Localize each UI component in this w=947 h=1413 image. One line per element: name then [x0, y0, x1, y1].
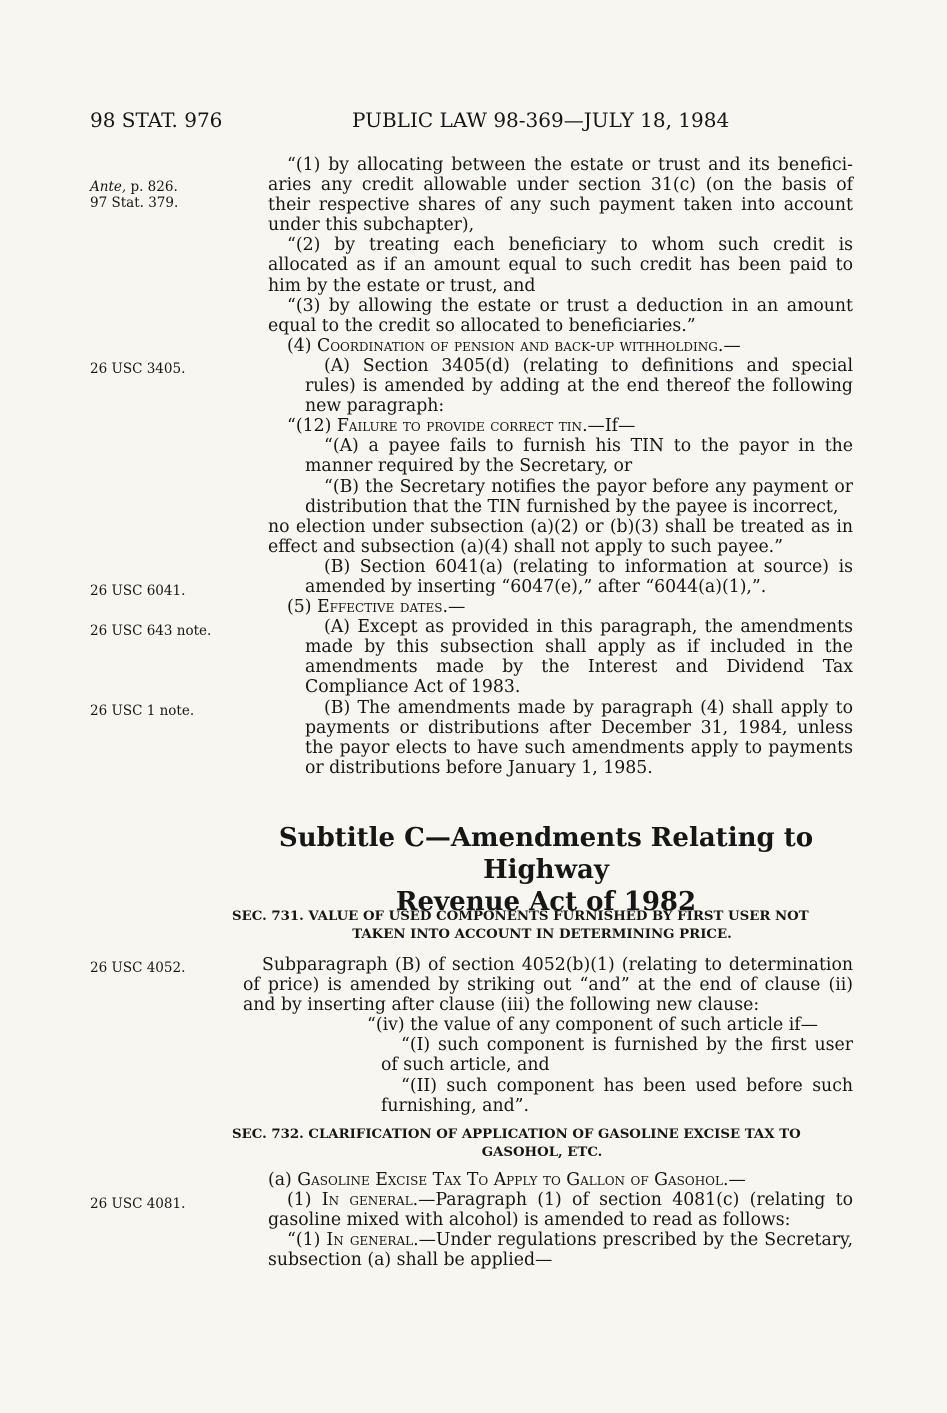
paragraph-12-heading: [268, 416, 853, 436]
body-upper: [268, 155, 853, 778]
paragraph-4-number: (4): [287, 335, 317, 356]
paragraph-12-tail: .—If—: [582, 416, 636, 437]
subsection-a-caption: Gasoline Excise Tax To Apply to Gallon of Gasohol: [297, 1170, 723, 1190]
running-header: PUBLIC LAW 98-369—JULY 18, 1984: [352, 108, 730, 132]
quoted-paragraph-1-caption: In general: [326, 1230, 414, 1251]
subtitle-heading: [236, 822, 856, 918]
paragraph-12-closing: no election under subsection (a)(2) or (b)(3) shall be treated as in effect and subsection (a)(4) shall not apply to such payee.”: [268, 516, 853, 557]
margin-note-usc-3405: 26 USC 3405.: [90, 361, 186, 377]
subclause-I: “(I) such component is furnished by the first user of such article, and: [381, 1035, 853, 1076]
paragraph-5-number: (5): [287, 597, 317, 618]
quoted-paragraph-1: [268, 1230, 853, 1270]
section-731-heading-line-2: TAKEN INTO ACCOUNT IN DETERMINING PRICE.: [352, 927, 732, 942]
paragraph-732-1: [268, 1190, 853, 1230]
section-732-body: [268, 1170, 853, 1270]
margin-note-usc-4052: 26 USC 4052.: [90, 960, 186, 976]
paragraph-4b: (B) Section 6041(a) (relating to information at source) is amended by inserting “6047(e),” after “6044(a)(1),”.: [305, 556, 853, 597]
paragraph-2: “(2) by treating each beneficiary to whom such credit is allocated as if an amount equal to such credit has been paid to him by the estate or trust, and: [268, 235, 853, 296]
paragraph-12a: “(A) a payee fails to furnish his TIN to the payor in the manner required by the Secretary, or: [305, 436, 853, 477]
paragraph-4a: (A) Section 3405(d) (relating to definitions and special rules) is amended by adding at the end thereof the following new paragraph:: [305, 355, 853, 417]
section-731-paragraph: Subparagraph (B) of section 4052(b)(1) (relating to determination of price) is amended by striking out “and” at the end of clause (ii) and by inserting after clause (iii) the following new clause:: [243, 955, 853, 1016]
quoted-paragraph-1-number: “(1): [287, 1230, 327, 1251]
paragraph-12-caption: Failure to provide correct tin: [336, 416, 583, 437]
paragraph-1: “(1) by allocating between the estate or trust and its beneficiaries any credit allowable under section 31(c) (on the basis of their respective shares of any such payment taken into account under this subchapter),: [268, 155, 853, 236]
margin-note-ante: [90, 179, 178, 195]
margin-note-ante-italic: Ante,: [90, 179, 127, 195]
section-732-heading-line-2: GASOHOL, ETC.: [481, 1145, 603, 1160]
paragraph-732-1-text: .—Paragraph (1) of section 4081(c) (relating to gasoline mixed with alcohol) is amended to read as follows:: [268, 1190, 853, 1231]
paragraph-5-dash: .—: [442, 597, 466, 618]
margin-note-ante-page: p. 826.: [126, 179, 178, 195]
subsection-a: [268, 1170, 853, 1190]
paragraph-5a: (A) Except as provided in this paragraph, the amendments made by this subsection shall apply as if included in the amendments made by the Interest and Dividend Tax Compliance Act of 1983.: [305, 617, 853, 698]
section-732-heading: [232, 1126, 852, 1162]
subsection-a-dash: .—: [722, 1170, 746, 1190]
paragraph-5-caption: Effective dates: [316, 597, 443, 618]
section-731-heading-line-1: SEC. 731. VALUE OF USED COMPONENTS FURNISHED BY FIRST USER NOT: [232, 909, 809, 924]
stat-page-number: 98 STAT. 976: [90, 108, 223, 132]
paragraph-4-dash: .—: [717, 335, 741, 356]
clause-iv: “(iv) the value of any component of such article if—: [367, 1015, 818, 1036]
margin-note-usc-1: 26 USC 1 note.: [90, 703, 195, 719]
subtitle-line-1: Subtitle C—Amendments Relating to Highway: [278, 823, 814, 885]
paragraph-12b: “(B) the Secretary notifies the payor before any payment or distribution that the TIN furnished by the payee is incorrect,: [305, 476, 853, 517]
section-732-heading-line-1: SEC. 732. CLARIFICATION OF APPLICATION OF GASOLINE EXCISE TAX TO: [232, 1127, 801, 1142]
paragraph-12-number: “(12): [287, 416, 337, 437]
paragraph-5-heading: [268, 597, 853, 617]
subclause-II: “(II) such component has been used before such furnishing, and”.: [381, 1075, 853, 1116]
paragraph-4-caption: Coordination of pension and back-up withholding: [316, 335, 718, 356]
quoted-paragraph-1-text: .—Under regulations prescribed by the Secretary, subsection (a) shall be applied—: [268, 1230, 853, 1271]
subtitle-line-2: Revenue Act of 1982: [395, 887, 697, 917]
subsection-a-number: (a): [268, 1170, 298, 1190]
margin-note-usc-6041: 26 USC 6041.: [90, 583, 186, 599]
section-731-heading: [232, 908, 852, 944]
section-731-body: [243, 955, 853, 1116]
paragraph-5b: (B) The amendments made by paragraph (4) shall apply to payments or distributions after December 31, 1984, unless the payor elects to have such amendments apply to payments or distributions before January 1, 1985.: [305, 697, 853, 778]
paragraph-3: “(3) by allowing the estate or trust a deduction in an amount equal to the credit so allocated to beneficiaries.”: [268, 295, 853, 336]
paragraph-732-1-caption: In general: [321, 1190, 413, 1211]
margin-note-usc-643: 26 USC 643 note.: [90, 623, 212, 639]
margin-note-usc-4081: 26 USC 4081.: [90, 1196, 186, 1212]
margin-note-stat: 97 Stat. 379.: [90, 195, 179, 211]
paragraph-4-heading: [268, 336, 853, 356]
paragraph-732-1-number: (1): [287, 1190, 322, 1211]
